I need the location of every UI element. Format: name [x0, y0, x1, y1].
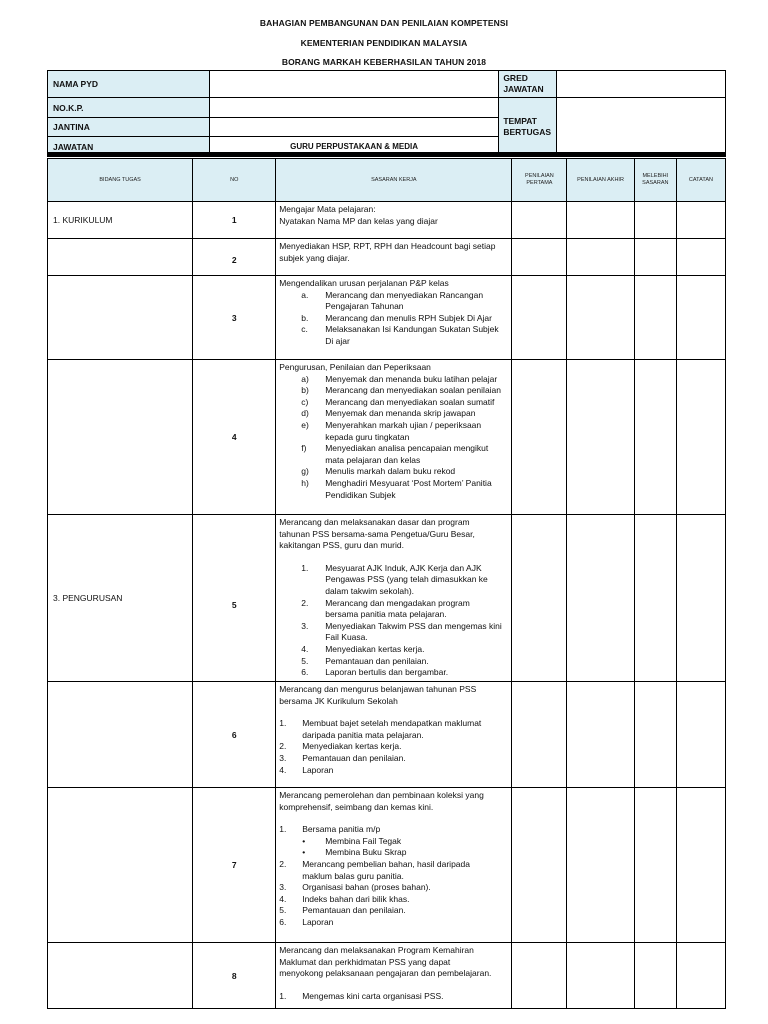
list-item [279, 847, 508, 859]
table-row [48, 788, 726, 943]
list-marker [301, 490, 325, 502]
row-number: 2 [193, 239, 276, 276]
list-item [279, 336, 508, 348]
cell-penilaian-akhir[interactable] [567, 276, 634, 360]
list-text: Di ajar [325, 335, 350, 346]
sasaran-intro: Merancang dan melaksanakan dasar dan program [279, 517, 470, 527]
list-text: Pengajaran Tahunan [325, 301, 404, 312]
field-nama-pyd[interactable] [209, 71, 499, 98]
cell-penilaian-akhir[interactable] [567, 943, 634, 1009]
sasaran-line: subjek yang diajar. [279, 252, 350, 263]
cell-melebihi-sasaran[interactable] [634, 276, 676, 360]
sasaran-intro: Maklumat dan perkhidmatan PSS yang dapat [279, 956, 451, 967]
list-marker: 5. [279, 905, 287, 916]
list-item [279, 563, 508, 575]
field-gred-jawatan[interactable] [557, 71, 726, 98]
label-nama-pyd: NAMA PYD [48, 71, 210, 98]
cell-melebihi-sasaran[interactable] [634, 360, 676, 515]
list-marker: 5. [301, 655, 309, 666]
sasaran-intro: Merancang dan mengurus belanjawan tahunan PSS [279, 684, 477, 694]
list-marker: h) [301, 477, 309, 488]
list-item [279, 598, 508, 610]
list-text: Melaksanakan Isi Kandungan Sukatan Subjek [325, 324, 499, 335]
list-marker: b. [301, 312, 309, 323]
sasaran-cell [276, 788, 512, 943]
list-text: Menghadiri Mesyuarat ‘Post Mortem’ Panitia [325, 477, 492, 488]
list-marker: c. [301, 324, 308, 335]
list-text: Laporan bertulis dan bergambar. [325, 667, 449, 678]
sasaran-line: Mengajar Mata pelajaran: [279, 204, 376, 214]
col-bidang-tugas: BIDANG TUGAS [48, 159, 193, 202]
list-item [279, 324, 508, 336]
list-item [279, 644, 508, 656]
sasaran-intro: Pengurusan, Penilaian dan Peperiksaan [279, 362, 431, 372]
list-text: Organisasi bahan (proses bahan). [302, 882, 431, 893]
cell-penilaian-pertama[interactable] [512, 276, 567, 360]
list-marker: 4. [301, 643, 309, 654]
sasaran-cell [276, 360, 512, 515]
sasaran-cell [276, 682, 512, 788]
list-item [279, 301, 508, 313]
cell-penilaian-akhir[interactable] [567, 515, 634, 682]
header-agency: BAHAGIAN PEMBANGUNAN DAN PENILAIAN KOMPETENSI [259, 18, 509, 28]
list-item [279, 991, 508, 1003]
list-item [279, 313, 508, 325]
list-item [279, 882, 508, 894]
list-marker: 6. [279, 916, 287, 927]
sasaran-cell [276, 239, 512, 276]
col-catatan: CATATAN [676, 159, 725, 202]
list-text: Mengemas kini carta organisasi PSS. [302, 990, 444, 1001]
list-marker: f) [301, 443, 307, 454]
list-text: mata pelajaran dan kelas [325, 454, 421, 465]
sasaran-line: Menyediakan HSP, RPT, RPH dan Headcount bagi setiap [279, 241, 496, 251]
bidang-empty [48, 682, 193, 788]
list-item [279, 609, 508, 621]
list-item [279, 905, 508, 917]
list-text: Merancang dan menulis RPH Subjek Di Ajar [325, 312, 492, 323]
cell-catatan[interactable] [676, 360, 725, 515]
bidang-pengurusan: 3. PENGURUSAN [48, 515, 193, 682]
sasaran-cell [276, 276, 512, 360]
row-number: 5 [193, 515, 276, 682]
bidang-empty [48, 360, 193, 515]
list-item [279, 432, 508, 444]
cell-catatan[interactable] [676, 515, 725, 682]
list-marker: 2. [279, 858, 287, 869]
list-item [279, 632, 508, 644]
list-item [279, 621, 508, 633]
sasaran-intro: menyokong pelaksanaan pengajaran dan pembelajaran. [279, 968, 492, 979]
list-marker: e) [301, 419, 309, 430]
label-jawatan: JAWATAN [48, 137, 210, 157]
list-marker [301, 301, 325, 313]
list-text: Menyediakan kertas kerja. [325, 643, 425, 654]
sasaran-line: Nyatakan Nama MP dan kelas yang diajar [279, 215, 438, 226]
row-number: 7 [193, 788, 276, 943]
table-row [48, 360, 726, 515]
label-tempat-bertugas: TEMPAT BERTUGAS [499, 98, 557, 157]
list-item [279, 443, 508, 455]
sasaran-intro: komprehensif, seimbang dan kemas kini. [279, 801, 434, 812]
list-item [279, 667, 508, 679]
cell-penilaian-akhir[interactable] [567, 360, 634, 515]
list-marker: d) [301, 408, 309, 419]
list-marker [279, 730, 302, 742]
list-marker: 1. [279, 718, 287, 729]
table-row [48, 202, 726, 239]
field-jawatan[interactable]: GURU PERPUSTAKAAN & MEDIA [209, 137, 499, 157]
cell-melebihi-sasaran[interactable] [634, 239, 676, 276]
list-text: bersama panitia mata pelajaran. [325, 609, 447, 620]
cell-penilaian-pertama[interactable] [512, 239, 567, 276]
list-text: Pemantauan dan penilaian. [302, 752, 406, 763]
list-marker: b) [301, 385, 309, 396]
list-item [279, 490, 508, 502]
sasaran-intro: tahunan PSS bersama-sama Pengetua/Guru Besar, [279, 528, 475, 539]
list-item [279, 397, 508, 409]
cell-penilaian-pertama[interactable] [512, 202, 567, 239]
list-marker [301, 432, 325, 444]
bidang-empty [48, 943, 193, 1009]
bullet-icon: • [302, 835, 306, 846]
list-item [279, 374, 508, 386]
bidang-empty [48, 788, 193, 943]
info-table [47, 70, 726, 157]
cell-catatan[interactable] [676, 682, 725, 788]
list-text: Fail Kuasa. [325, 632, 368, 643]
list-text: Pengawas PSS (yang telah dimasukkan ke [325, 574, 488, 585]
cell-catatan[interactable] [676, 202, 725, 239]
list-item [279, 656, 508, 668]
list-text: dalam takwim sekolah). [325, 585, 415, 596]
field-jantina[interactable] [209, 118, 499, 137]
list-item [279, 290, 508, 302]
list-text: Menyemak dan menanda skrip jawapan [325, 408, 476, 419]
cell-penilaian-pertama[interactable] [512, 515, 567, 682]
list-item [279, 408, 508, 420]
section-divider [47, 152, 726, 157]
list-marker: 1. [301, 562, 309, 573]
list-text: Merancang dan menyediakan Rancangan [325, 289, 484, 300]
bidang-empty [48, 239, 193, 276]
list-item [279, 455, 508, 467]
list-item [279, 894, 508, 906]
list-text: Membuat bajet setelah mendapatkan maklumat [302, 718, 482, 729]
sasaran-intro: Mengendalikan urusan perjalanan P&P kelas [279, 278, 449, 288]
list-marker [301, 609, 325, 621]
sasaran-cell [276, 515, 512, 682]
sasaran-cell [276, 202, 512, 239]
list-item [279, 836, 508, 848]
col-melebihi-sasaran: MELEBIHI SASARAN [634, 159, 676, 202]
cell-penilaian-akhir[interactable] [567, 202, 634, 239]
table-row [48, 515, 726, 682]
list-marker [279, 871, 302, 883]
list-marker [301, 336, 325, 348]
list-text: kepada guru tingkatan [325, 431, 410, 442]
list-item [279, 574, 508, 586]
cell-penilaian-akhir[interactable] [567, 239, 634, 276]
list-text: daripada panitia mata pelajaran. [302, 729, 424, 740]
table-row [48, 682, 726, 788]
list-marker: 6. [301, 667, 309, 678]
sasaran-intro: kakitangan PSS, guru dan murid. [279, 540, 404, 551]
list-text: Merancang pembelian bahan, hasil daripada [302, 858, 470, 869]
list-text: Menyerahkan markah ujian / peperiksaan [325, 419, 482, 430]
bullet-icon: • [302, 847, 306, 858]
list-text: Laporan [302, 916, 334, 927]
cell-melebihi-sasaran[interactable] [634, 682, 676, 788]
table-row [48, 239, 726, 276]
list-item [279, 859, 508, 871]
list-item [279, 753, 508, 765]
col-no: NO [193, 159, 276, 202]
list-marker: a. [301, 289, 309, 300]
list-text: Mesyuarat AJK Induk, AJK Kerja dan AJK [325, 562, 482, 573]
col-penilaian-pertama: PENILAIAN PERTAMA [512, 159, 567, 202]
list-marker [301, 455, 325, 467]
sasaran-intro: Merancang pemerolehan dan pembinaan koleksi yang [279, 790, 484, 800]
row-number: 4 [193, 360, 276, 515]
table-row [48, 943, 726, 1009]
bidang-empty [48, 276, 193, 360]
list-text: Indeks bahan dari bilik khas. [302, 893, 410, 904]
list-text: Menyediakan kertas kerja. [302, 741, 402, 752]
table-header-row [48, 159, 726, 202]
list-item [279, 420, 508, 432]
list-marker [301, 574, 325, 586]
row-number: 3 [193, 276, 276, 360]
cell-penilaian-pertama[interactable] [512, 943, 567, 1009]
list-item [279, 871, 508, 883]
list-marker: c) [301, 396, 309, 407]
list-item [279, 730, 508, 742]
cell-melebihi-sasaran[interactable] [634, 788, 676, 943]
cell-penilaian-akhir[interactable] [567, 682, 634, 788]
cell-penilaian-pertama[interactable] [512, 682, 567, 788]
list-marker [301, 586, 325, 598]
list-marker: a) [301, 373, 309, 384]
label-jantina: JANTINA [48, 118, 210, 137]
sasaran-intro: Merancang dan melaksanakan Program Kemahiran [279, 945, 474, 955]
list-text: Laporan [302, 764, 334, 775]
cell-penilaian-akhir[interactable] [567, 788, 634, 943]
list-item [279, 385, 508, 397]
header-ministry: KEMENTERIAN PENDIDIKAN MALAYSIA [300, 38, 468, 48]
col-sasaran-kerja: SASARAN KERJA [276, 159, 512, 202]
row-number: 6 [193, 682, 276, 788]
list-text: Membina Fail Tegak [325, 835, 402, 846]
list-item [279, 478, 508, 490]
label-gred-jawatan: GRED JAWATAN [499, 71, 557, 98]
list-text: Menyediakan Takwim PSS dan mengemas kini [325, 620, 502, 631]
list-marker: 4. [279, 893, 287, 904]
list-marker: 3. [301, 620, 309, 631]
list-marker: 1. [279, 990, 287, 1001]
list-item [279, 586, 508, 598]
list-text: maklum balas guru panitia. [302, 870, 404, 881]
field-tempat-bertugas[interactable] [557, 98, 726, 157]
list-text: Menyemak dan menanda buku latihan pelajar [325, 373, 498, 384]
cell-penilaian-pertama[interactable] [512, 788, 567, 943]
list-marker: g) [301, 466, 309, 477]
list-item [279, 718, 508, 730]
list-text: Bersama panitia m/p [302, 824, 381, 835]
list-marker: 4. [279, 764, 287, 775]
cell-catatan[interactable] [676, 276, 725, 360]
col-penilaian-akhir: PENILAIAN AKHIR [567, 159, 634, 202]
list-marker [301, 632, 325, 644]
list-item [279, 824, 508, 836]
list-text: Menyediakan analisa pencapaian mengikut [325, 443, 489, 454]
form-title: BORANG MARKAH KEBERHASILAN TAHUN 2018 [281, 57, 487, 67]
list-text: Merancang dan mengadakan program [325, 597, 470, 608]
cell-catatan[interactable] [676, 788, 725, 943]
list-marker: 2. [279, 741, 287, 752]
list-item [279, 765, 508, 777]
list-text: Pendidikan Subjek [325, 489, 396, 500]
bidang-kurikulum: 1. KURIKULUM [48, 202, 193, 239]
list-marker: 1. [279, 824, 287, 835]
sasaran-cell [276, 943, 512, 1009]
list-text: Merancang dan menyediakan soalan penilaian [325, 385, 502, 396]
row-number: 8 [193, 943, 276, 1009]
list-item [279, 466, 508, 478]
list-text: Merancang dan menyediakan soalan sumatif [325, 396, 495, 407]
field-nokp[interactable] [209, 98, 499, 118]
table-row [48, 276, 726, 360]
list-text: Menulis markah dalam buku rekod [325, 466, 456, 477]
list-item [279, 741, 508, 753]
list-marker: 2. [301, 597, 309, 608]
sasaran-intro: bersama JK Kurikulum Sekolah [279, 695, 398, 706]
cell-melebihi-sasaran[interactable] [634, 202, 676, 239]
cell-melebihi-sasaran[interactable] [634, 943, 676, 1009]
row-number: 1 [193, 202, 276, 239]
list-marker: 3. [279, 882, 287, 893]
list-text: Pemantauan dan penilaian. [302, 905, 406, 916]
list-marker: 3. [279, 752, 287, 763]
cell-melebihi-sasaran[interactable] [634, 515, 676, 682]
cell-catatan[interactable] [676, 943, 725, 1009]
list-text: Pemantauan dan penilaian. [325, 655, 429, 666]
cell-catatan[interactable] [676, 239, 725, 276]
list-text: Membina Buku Skrap [325, 847, 407, 858]
label-nokp: NO.K.P. [48, 98, 210, 118]
cell-penilaian-pertama[interactable] [512, 360, 567, 515]
list-item [279, 917, 508, 929]
work-target-table [47, 158, 726, 1009]
